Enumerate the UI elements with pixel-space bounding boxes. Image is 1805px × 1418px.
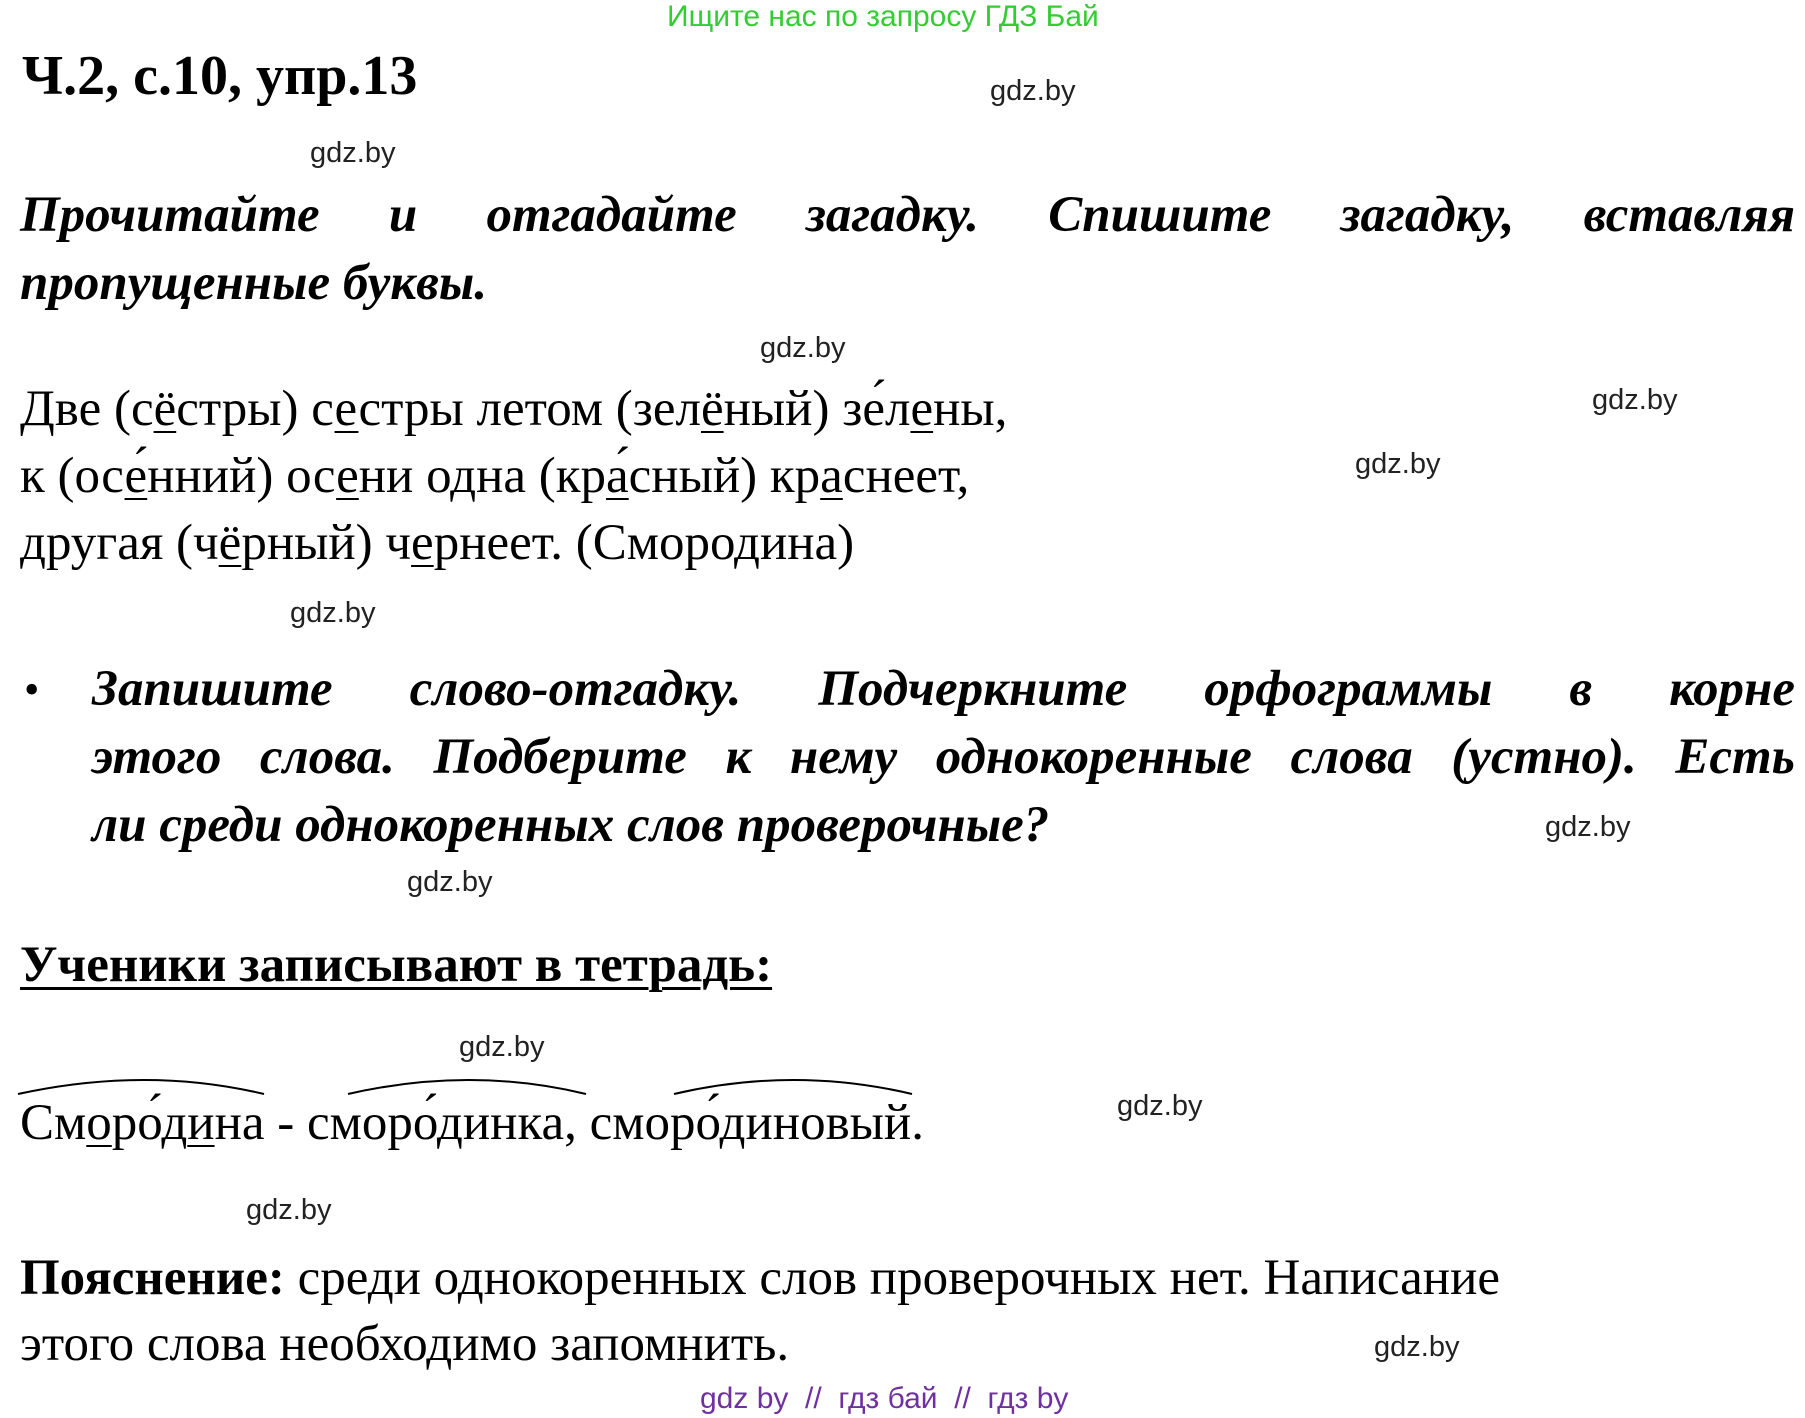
root-arc bbox=[674, 1080, 912, 1094]
watermark: gdz.by bbox=[1355, 448, 1441, 480]
answer-line bbox=[20, 1094, 924, 1152]
explanation-line-1 bbox=[20, 1249, 1500, 1307]
explanation-line-2: этого слова необходимо запомнить. bbox=[20, 1316, 790, 1372]
watermark: gdz.by bbox=[990, 75, 1076, 107]
text-segment: Две (с bbox=[20, 381, 154, 437]
text-segment: снеет, bbox=[842, 448, 970, 504]
underlined-letter: ё bbox=[700, 381, 724, 437]
watermark: gdz.by bbox=[1374, 1331, 1460, 1363]
text-segment: на - смoро́динка, смoро́диновый. bbox=[214, 1095, 924, 1151]
watermark: gdz.by bbox=[1117, 1090, 1203, 1122]
text-segment: стры летом (зел bbox=[358, 381, 701, 437]
watermark: gdz.by bbox=[246, 1194, 332, 1226]
underlined-letter: а́ bbox=[606, 448, 629, 504]
footer-text: gdz by // гдз бай // гдз by bbox=[700, 1382, 1069, 1415]
explanation-text: среди однокоренных слов проверочных нет. Написание bbox=[284, 1250, 1501, 1306]
watermark: gdz.by bbox=[760, 332, 846, 364]
task2-line: Запишите слово-отгадку. Подчеркните орфограммы в корне bbox=[92, 661, 1795, 717]
underlined-letter: а bbox=[820, 448, 843, 504]
underlined-letter: ё bbox=[153, 381, 177, 437]
underlined-letter: е bbox=[910, 381, 934, 437]
watermark: gdz.by bbox=[1592, 384, 1678, 416]
task2-instruction-end: ли среди однокоренных слов проверочные? bbox=[92, 797, 1050, 853]
explanation-label: Пояснение: bbox=[20, 1250, 285, 1306]
text-segment: ро́д bbox=[111, 1095, 188, 1151]
section-title: Ученики записывают в тетрадь: bbox=[20, 937, 773, 993]
text-segment: стры) с bbox=[176, 381, 335, 437]
text-segment: ни одна (кр bbox=[358, 448, 607, 504]
text-segment: См bbox=[20, 1095, 87, 1151]
root-arc bbox=[348, 1080, 586, 1094]
text-segment: к (ос bbox=[20, 448, 125, 504]
text-segment: сный) кр bbox=[628, 448, 821, 504]
watermark: gdz.by bbox=[459, 1031, 545, 1063]
watermark: gdz.by bbox=[290, 597, 376, 629]
text-segment: нний) ос bbox=[147, 448, 337, 504]
text-segment: ный) зе́л bbox=[723, 381, 911, 437]
underlined-letter: е bbox=[411, 515, 434, 571]
banner-text: Ищите нас по запросу ГДЗ Бай bbox=[667, 0, 1099, 33]
text-segment: рный) ч bbox=[241, 515, 412, 571]
text-segment: ны, bbox=[933, 381, 1008, 437]
bullet-icon: • bbox=[24, 665, 40, 714]
watermark: gdz.by bbox=[407, 866, 493, 898]
task2-line: этого слова. Подберите к нему однокоренные слова (устно). Есть bbox=[92, 729, 1795, 785]
task-instruction-end: пропущенные буквы. bbox=[20, 255, 488, 311]
underlined-letter: ё bbox=[218, 515, 242, 571]
text-segment: другая (ч bbox=[20, 515, 219, 571]
underlined-letter: е́ bbox=[124, 448, 148, 504]
watermark: gdz.by bbox=[1545, 811, 1631, 843]
root-arc bbox=[18, 1080, 264, 1094]
underlined-letter: е bbox=[336, 448, 359, 504]
underlined-letter: е bbox=[334, 381, 359, 437]
text-segment: рнеет. (Смородина) bbox=[433, 515, 855, 571]
task-line: Прочитайте и отгадайте загадку. Спишите загадку, вставляя bbox=[20, 187, 1795, 243]
page-title: Ч.2, с.10, упр.13 bbox=[22, 45, 418, 107]
underlined-letter: о bbox=[86, 1095, 112, 1151]
watermark: gdz.by bbox=[310, 137, 396, 169]
underlined-letter: и bbox=[187, 1095, 215, 1151]
